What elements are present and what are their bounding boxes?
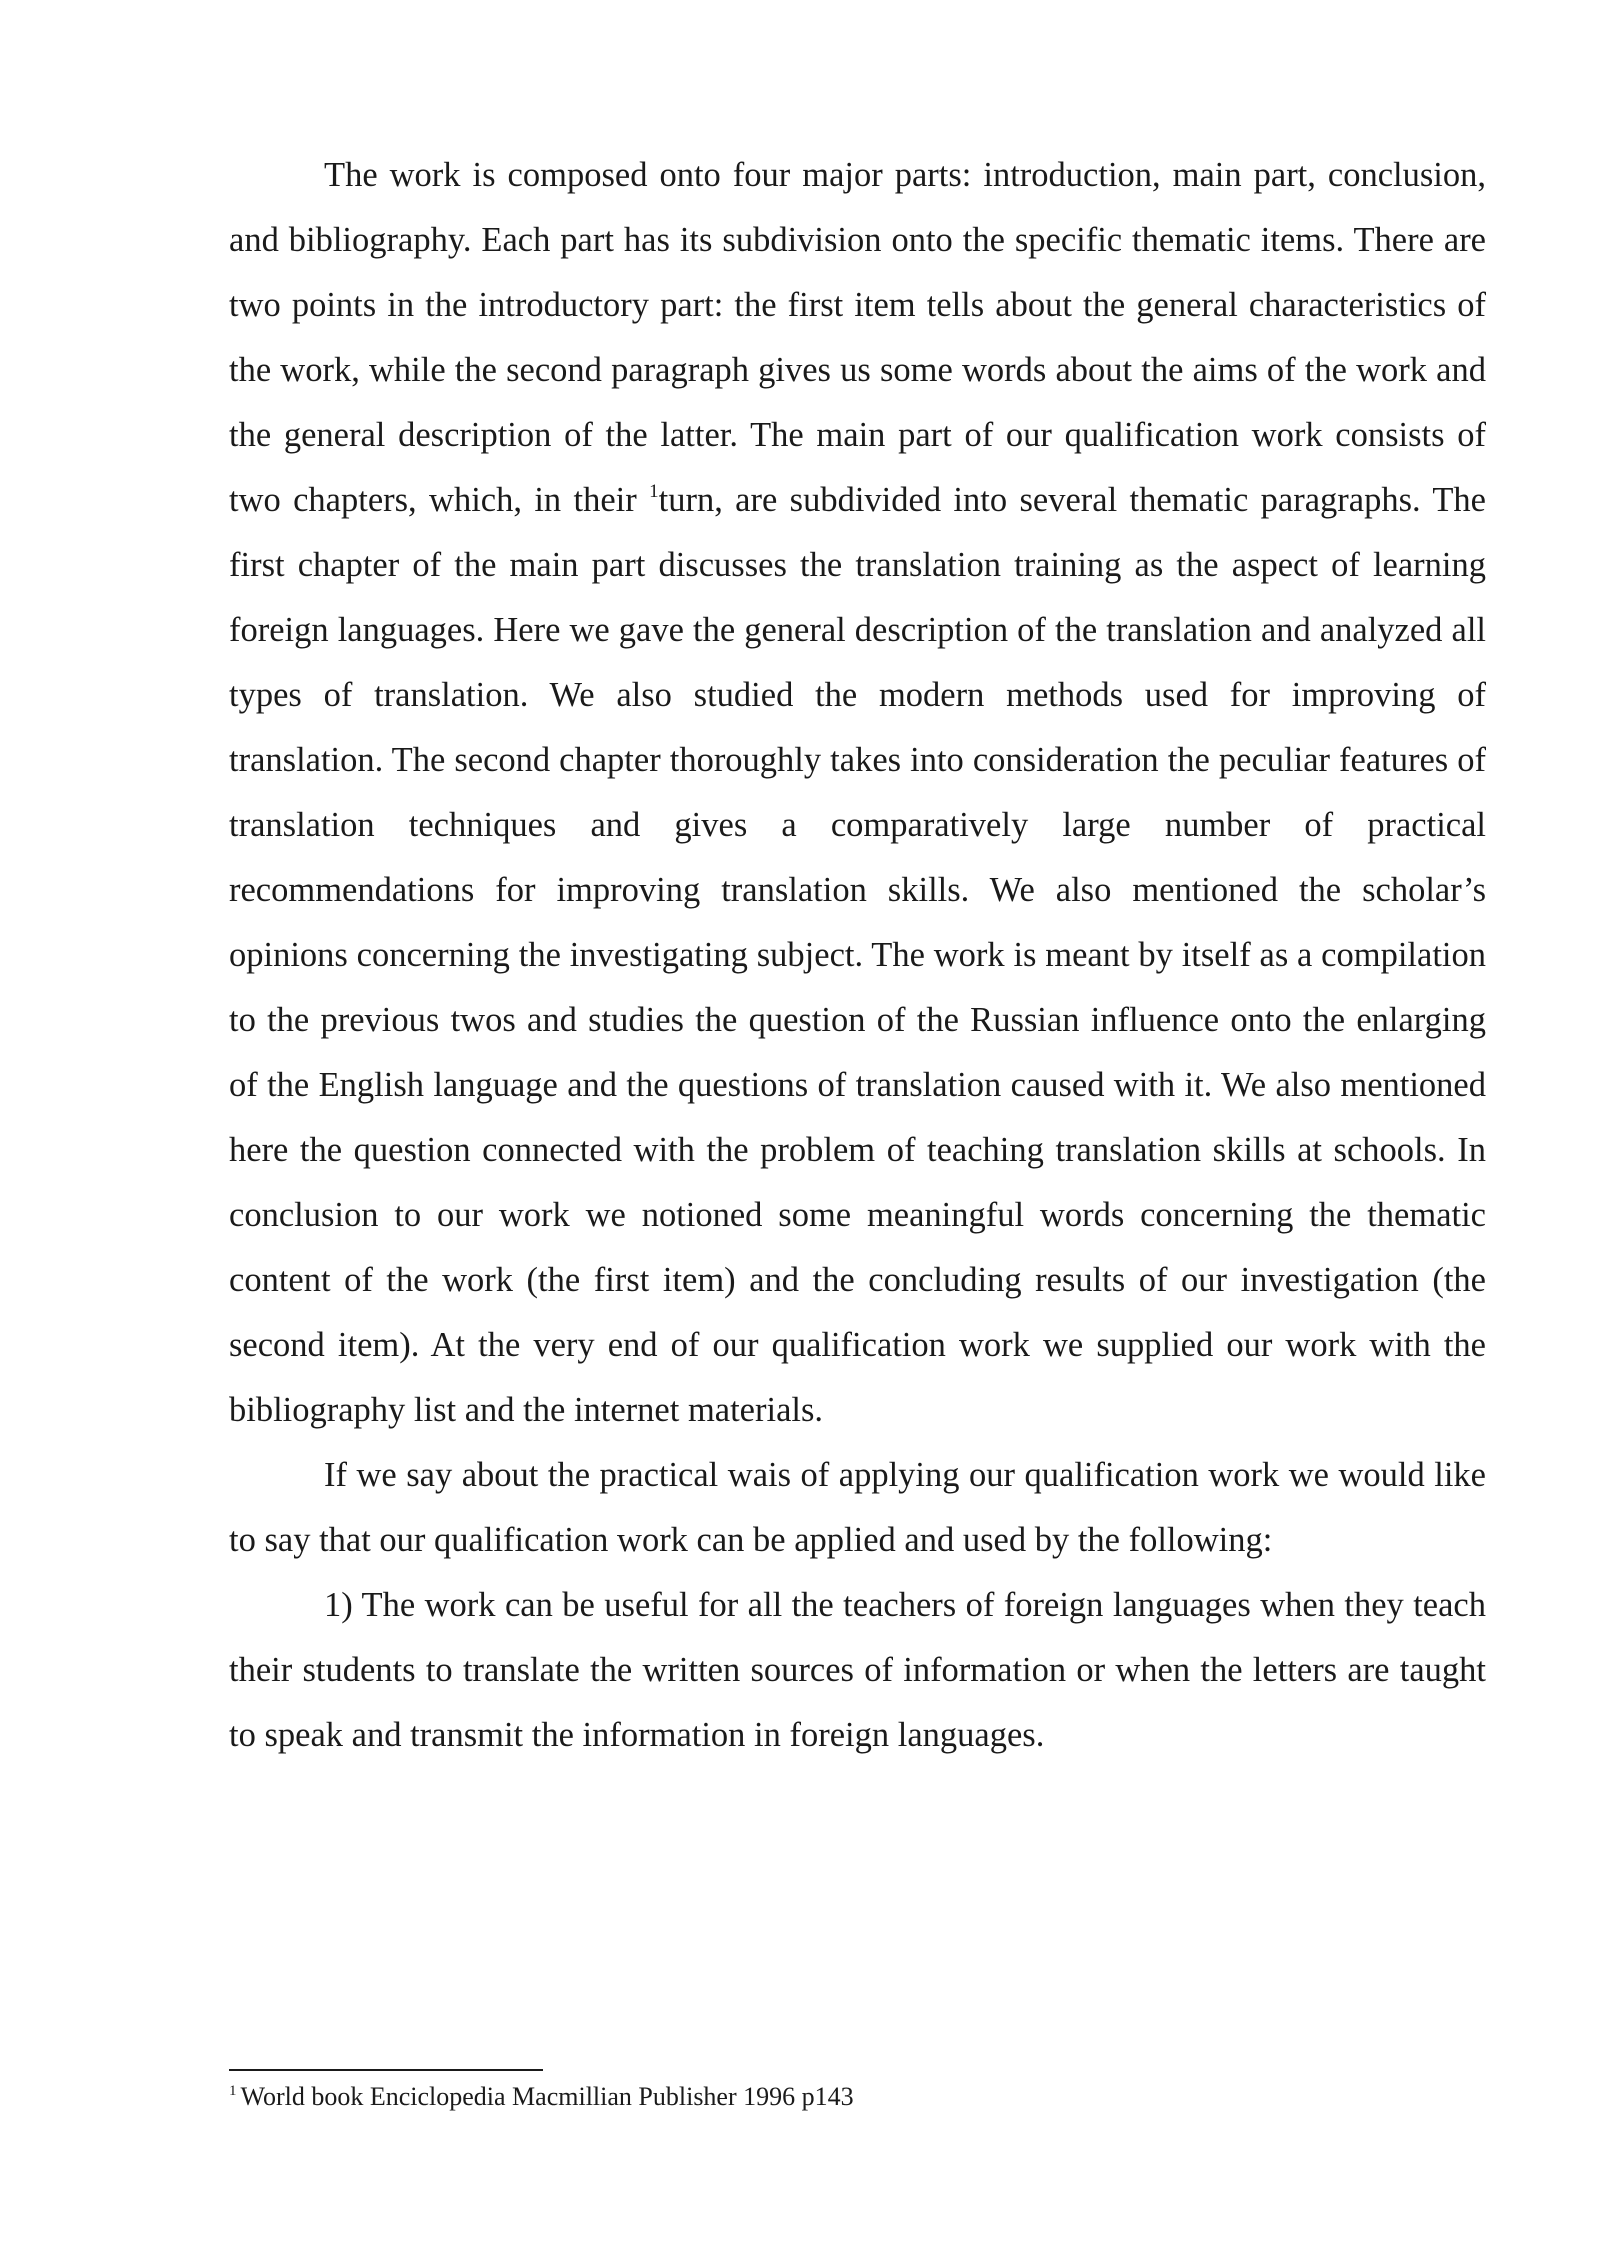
paragraph-text: turn, are subdivided into several thematic paragraphs. The first chapter of the main part discusses the translation training as the aspect of learning foreign languages. Here we gave the general description of the translation and analyzed all types of translation. We also studied the modern methods used for improving of translation. The second chapter thoroughly takes into consideration the peculiar features of translation techniques and gives a comparatively large number of practical recommendations for improving translation skills. We also mentioned the scholar’s opinions concerning the investigating subject. The work is meant by itself as a compilation to the previous twos and studies the question of the Russian influence onto the enlarging of the English language and the questions of translation caused with it. We also mentioned here the question connected with the problem of teaching translation skills at schools. In conclusion to our work we notioned some meaningful words concerning the thematic content of the work (the first item) and the concluding results of our investigation (the second item). At the very end of our qualification work we supplied our work with the bibliography list and the internet materials. <box>229 481 1486 1429</box>
footnote <box>229 2077 1486 2117</box>
footnote-text: World book Enciclopedia Macmillian Publisher 1996 p143 <box>240 2082 854 2111</box>
paragraph-text: The work is composed onto four major parts: introduction, main part, conclusion, and bibliography. Each part has its subdivision onto the specific thematic items. There are two points in the introductory part: the first item tells about the general characteristics of the work, while the second paragraph gives us some words about the aims of the work and the general description of the latter. The main part of our qualification work consists of two chapters, which, in their <box>229 156 1486 519</box>
footnote-reference: 1 <box>649 481 659 502</box>
paragraph-structure-overview <box>229 143 1486 1443</box>
footnote-separator <box>229 2069 543 2071</box>
footnote-marker: 1 <box>229 2083 237 2099</box>
paragraph-list-item-1: 1) The work can be useful for all the teachers of foreign languages when they teach their students to translate the written sources of information or when the letters are taught to speak and transmit the information in foreign languages. <box>229 1586 1486 1754</box>
body-text <box>229 143 1486 1768</box>
paragraph-practical-application: If we say about the practical wais of applying our qualification work we would like to say that our qualification work can be applied and used by the following: <box>229 1456 1486 1559</box>
